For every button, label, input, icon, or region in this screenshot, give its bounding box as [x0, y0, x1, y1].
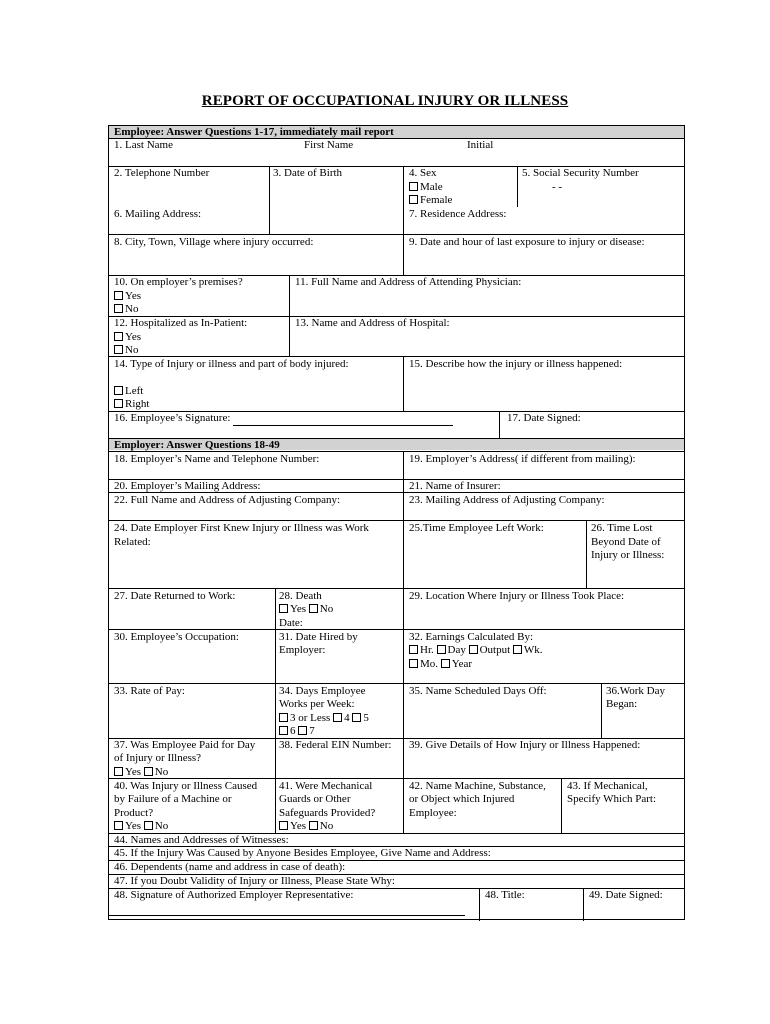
checkbox-icon[interactable] [279, 604, 288, 613]
q10-premises-label: 10. On employer’s premises? [114, 276, 243, 288]
checkbox-icon[interactable] [333, 713, 342, 722]
q14-left-option[interactable]: Left [114, 385, 143, 399]
checkbox-icon[interactable] [309, 821, 318, 830]
q26-time-lost-label: 26. Time Lost [591, 522, 653, 534]
q42-machine-label: 42. Name Machine, Substance, [409, 780, 546, 792]
checkbox-icon[interactable] [144, 767, 153, 776]
q13-hospital-label: 13. Name and Address of Hospital: [295, 317, 450, 329]
q11-physician-label: 11. Full Name and Address of Attending Physician: [295, 276, 522, 288]
q4-sex-label: 4. Sex [409, 167, 437, 179]
checkbox-icon[interactable] [279, 726, 288, 735]
q25-time-left-label: 25.Time Employee Left Work: [409, 522, 544, 534]
q46-dependents-label: 46. Dependents (name and address in case of death): [114, 861, 346, 873]
q12-yes-option[interactable]: Yes [114, 331, 141, 345]
q24-date-knew-label: 24. Date Employer First Knew Injury or Illness was Work [114, 522, 369, 534]
q17-date-signed-label: 17. Date Signed: [507, 412, 581, 424]
q8-injury-location-label: 8. City, Town, Village where injury occurred: [114, 236, 314, 248]
q3-dob-label: 3. Date of Birth [273, 167, 343, 179]
injury-report-form [108, 125, 685, 920]
checkbox-icon[interactable] [409, 195, 418, 204]
q14-right-option[interactable]: Right [114, 398, 149, 412]
q34-days-label-2: Works per Week: [279, 698, 355, 710]
q16-signature-line[interactable] [233, 425, 453, 426]
checkbox-icon[interactable] [114, 821, 123, 830]
q36-work-day-label: 36.Work Day [606, 685, 665, 697]
q35-days-off-label: 35. Name Scheduled Days Off: [409, 685, 547, 697]
q28-date-label: Date: [279, 617, 303, 629]
q9-last-exposure-label: 9. Date and hour of last exposure to injury or disease: [409, 236, 645, 248]
q40-machine-failure-label-2: by Failure of a Machine or [114, 793, 232, 805]
q49-date-signed-label: 49. Date Signed: [589, 889, 663, 901]
q37-options: Yes No [114, 766, 168, 780]
q19-employer-address-label: 19. Employer’s Address( if different from mailing): [409, 453, 636, 465]
checkbox-icon[interactable] [144, 821, 153, 830]
q12-hospitalized-label: 12. Hospitalized as In-Patient: [114, 317, 248, 329]
q43-mechanical-label: 43. If Mechanical, [567, 780, 648, 792]
q26-time-lost-label-2: Beyond Date of [591, 536, 661, 548]
q30-occupation-label: 30. Employee’s Occupation: [114, 631, 239, 643]
q45-other-party-label: 45. If the Injury Was Caused by Anyone Besides Employee, Give Name and Address: [114, 847, 491, 859]
checkbox-icon[interactable] [114, 291, 123, 300]
employee-section-header: Employee: Answer Questions 1-17, immediately mail report [114, 126, 394, 138]
q41-guards-label-3: Safeguards Provided? [279, 807, 376, 819]
checkbox-icon[interactable] [437, 645, 446, 654]
q26-time-lost-label-3: Injury or Illness: [591, 549, 665, 561]
q1-last-name-label: 1. Last Name [114, 139, 173, 151]
checkbox-icon[interactable] [513, 645, 522, 654]
checkbox-icon[interactable] [309, 604, 318, 613]
checkbox-icon[interactable] [409, 659, 418, 668]
checkbox-icon[interactable] [279, 713, 288, 722]
employer-section-header: Employer: Answer Questions 18-49 [114, 439, 280, 451]
checkbox-icon[interactable] [114, 304, 123, 313]
q15-describe-label: 15. Describe how the injury or illness happened: [409, 358, 623, 370]
q43-mechanical-label-2: Specify Which Part: [567, 793, 656, 805]
q1-initial-label: Initial [467, 139, 494, 151]
checkbox-icon[interactable] [114, 332, 123, 341]
q37-paid-label: 37. Was Employee Paid for Day [114, 739, 256, 751]
q12-no-option[interactable]: No [114, 344, 138, 358]
q48-signature-label: 48. Signature of Authorized Employer Representative: [114, 889, 354, 901]
q40-machine-failure-label-3: Product? [114, 807, 154, 819]
q42-machine-label-2: or Object which Injured [409, 793, 515, 805]
checkbox-icon[interactable] [409, 645, 418, 654]
q10-no-option[interactable]: No [114, 303, 138, 317]
q41-guards-label-2: Guards or Other [279, 793, 351, 805]
q39-details-label: 39. Give Details of How Injury or Illness Happened: [409, 739, 641, 751]
q38-ein-label: 38. Federal EIN Number: [279, 739, 392, 751]
q21-insurer-label: 21. Name of Insurer: [409, 480, 501, 492]
q6-mailing-address-label: 6. Mailing Address: [114, 208, 202, 220]
q32-earnings-label: 32. Earnings Calculated By: [409, 631, 534, 643]
checkbox-icon[interactable] [279, 821, 288, 830]
q5-ssn-dashes: - - [552, 181, 563, 193]
checkbox-icon[interactable] [114, 345, 123, 354]
checkbox-icon[interactable] [114, 386, 123, 395]
q16-signature-label: 16. Employee’s Signature: [114, 412, 231, 424]
checkbox-icon[interactable] [441, 659, 450, 668]
q37-paid-label-2: of Injury or Illness? [114, 752, 202, 764]
q34-days-label: 34. Days Employee [279, 685, 366, 697]
q28-options: Yes No [279, 603, 333, 617]
q47-doubt-label: 47. If you Doubt Validity of Injury or Illness, Please State Why: [114, 875, 395, 887]
q10-yes-option[interactable]: Yes [114, 290, 141, 304]
q41-options: Yes No [279, 820, 333, 834]
q41-guards-label: 41. Were Mechanical [279, 780, 373, 792]
checkbox-icon[interactable] [114, 399, 123, 408]
q18-employer-name-label: 18. Employer’s Name and Telephone Number: [114, 453, 320, 465]
q27-date-returned-label: 27. Date Returned to Work: [114, 590, 236, 602]
checkbox-icon[interactable] [352, 713, 361, 722]
q24-date-knew-label-2: Related: [114, 536, 151, 548]
q40-machine-failure-label: 40. Was Injury or Illness Caused [114, 780, 258, 792]
q40-options: Yes No [114, 820, 168, 834]
q28-death-label: 28. Death [279, 590, 322, 602]
form-title: REPORT OF OCCUPATIONAL INJURY OR ILLNESS [201, 93, 569, 109]
q22-adjusting-company-label: 22. Full Name and Address of Adjusting Company: [114, 494, 341, 506]
q44-witnesses-label: 44. Names and Addresses of Witnesses: [114, 834, 289, 846]
checkbox-icon[interactable] [469, 645, 478, 654]
q2-telephone-label: 2. Telephone Number [114, 167, 210, 179]
q31-date-hired-label: 31. Date Hired by [279, 631, 358, 643]
q32-options-row1: Hr. Day Output Wk. [409, 644, 543, 658]
q48-title-label: 48. Title: [485, 889, 525, 901]
q32-options-row2: Mo. Year [409, 658, 472, 672]
q34-options-row2: 6 7 [279, 725, 315, 739]
q20-mailing-address-label: 20. Employer’s Mailing Address: [114, 480, 261, 492]
q29-location-label: 29. Location Where Injury or Illness Took Place: [409, 590, 625, 602]
q4-female-option[interactable]: Female [409, 194, 452, 208]
q31-date-hired-label-2: Employer: [279, 644, 326, 656]
checkbox-icon[interactable] [114, 767, 123, 776]
q23-adjusting-address-label: 23. Mailing Address of Adjusting Company: [409, 494, 605, 506]
checkbox-icon[interactable] [298, 726, 307, 735]
q36-work-day-label-2: Began: [606, 698, 638, 710]
q42-machine-label-3: Employee: [409, 807, 457, 819]
checkbox-icon[interactable] [409, 182, 418, 191]
q14-injury-type-label: 14. Type of Injury or illness and part of body injured: [114, 358, 349, 370]
q34-options-row1: 3 or Less 4 5 [279, 712, 369, 726]
q33-rate-of-pay-label: 33. Rate of Pay: [114, 685, 185, 697]
q5-ssn-label: 5. Social Security Number [522, 167, 639, 179]
q1-first-name-label: First Name [304, 139, 354, 151]
q4-male-option[interactable]: Male [409, 181, 443, 195]
q48-signature-line[interactable] [109, 915, 465, 916]
q7-residence-address-label: 7. Residence Address: [409, 208, 507, 220]
